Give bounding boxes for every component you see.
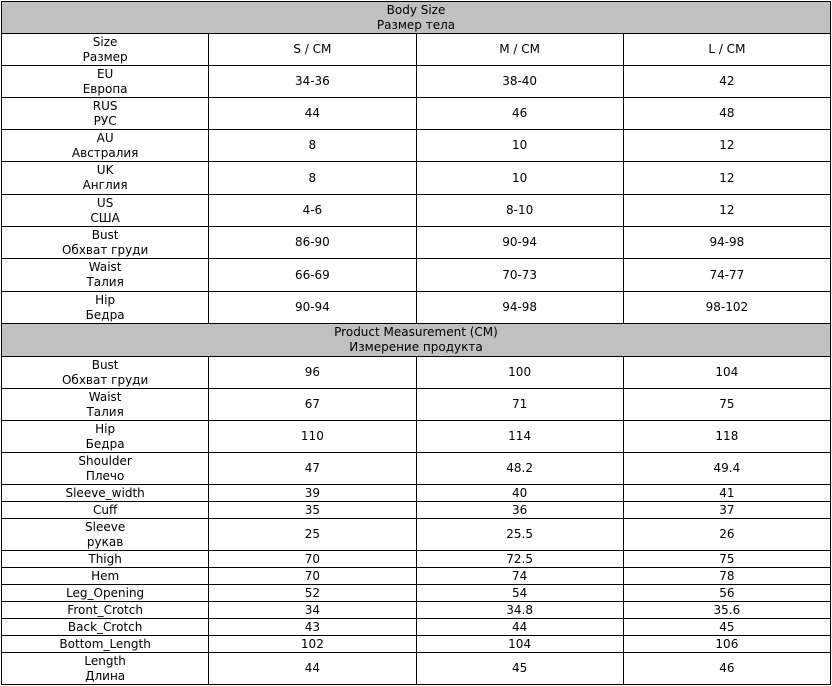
table-row <box>2 421 831 453</box>
table-row <box>2 453 831 485</box>
row-label-ru: Обхват груди <box>61 242 149 257</box>
value-cell: 34.8 <box>416 602 623 619</box>
row-label <box>2 519 209 551</box>
value-cell: 110 <box>209 421 416 453</box>
table-row <box>2 568 831 585</box>
product-title: Product Measurement (CM) <box>334 325 498 339</box>
product-title-ru: Измерение продукта <box>349 340 483 354</box>
row-label-en: UK <box>96 163 114 177</box>
table-row <box>2 519 831 551</box>
value-cell: 67 <box>209 389 416 421</box>
value-cell: 94-98 <box>623 227 830 259</box>
row-label <box>2 98 209 130</box>
row-label <box>2 568 209 585</box>
row-label <box>2 259 209 292</box>
value-cell: 74 <box>416 568 623 585</box>
row-label-ru: Талия <box>86 275 124 289</box>
row-label <box>2 453 209 485</box>
body-size-title-ru: Размер тела <box>376 17 456 32</box>
value-cell: 104 <box>416 636 623 653</box>
size-header-row <box>2 34 831 66</box>
value-cell: 48.2 <box>416 453 623 485</box>
value-cell: 46 <box>416 98 623 130</box>
value-cell: 38-40 <box>416 66 623 98</box>
row-label-en: Thigh <box>88 551 122 566</box>
value-cell: 12 <box>623 162 830 195</box>
value-cell: 40 <box>416 485 623 502</box>
row-label-en: Bottom_Length <box>59 636 151 651</box>
row-label <box>2 602 209 619</box>
row-label-ru: Англия <box>82 178 128 192</box>
value-cell: 54 <box>416 585 623 602</box>
row-label <box>2 653 209 685</box>
table-row <box>2 357 831 389</box>
table-row <box>2 162 831 195</box>
row-label-en: Back_Crotch <box>67 619 143 634</box>
row-label-ru: Австралия <box>71 145 139 160</box>
row-label-en: Length <box>84 653 126 668</box>
value-cell: 44 <box>209 653 416 685</box>
value-cell: 41 <box>623 485 830 502</box>
value-cell: 43 <box>209 619 416 636</box>
table-row <box>2 389 831 421</box>
row-label <box>2 66 209 98</box>
size-header-label-ru: Размер <box>82 49 128 64</box>
table-row <box>2 98 831 130</box>
value-cell: 12 <box>623 195 830 227</box>
row-label-ru: США <box>90 210 120 225</box>
row-label <box>2 162 209 195</box>
table-row <box>2 551 831 568</box>
row-label-ru: РУС <box>93 113 117 128</box>
row-label-en: AU <box>96 130 114 145</box>
value-cell: 74-77 <box>623 259 830 292</box>
size-chart-table <box>1 1 831 685</box>
value-cell: 34 <box>209 602 416 619</box>
value-cell: 70 <box>209 568 416 585</box>
row-label-en: Waist <box>88 260 122 274</box>
table-row <box>2 292 831 324</box>
row-label-en: Leg_Opening <box>66 585 145 600</box>
row-label <box>2 357 209 389</box>
value-cell: 10 <box>416 162 623 195</box>
value-cell: 71 <box>416 389 623 421</box>
value-cell: 25 <box>209 519 416 551</box>
size-header-label-en: Size <box>92 34 118 49</box>
row-label <box>2 227 209 259</box>
table-row <box>2 259 831 292</box>
value-cell: 37 <box>623 502 830 519</box>
body-size-title: Body Size <box>386 2 446 17</box>
row-label <box>2 485 209 502</box>
row-label-en: RUS <box>92 98 118 113</box>
value-cell: 86-90 <box>209 227 416 259</box>
value-cell: 45 <box>623 619 830 636</box>
table-row <box>2 636 831 653</box>
row-label <box>2 389 209 421</box>
row-label-en: Hip <box>95 292 116 307</box>
value-cell: 114 <box>416 421 623 453</box>
row-label-en: US <box>96 195 114 210</box>
row-label-en: Sleeve <box>85 519 126 534</box>
row-label-ru: Обхват груди <box>61 372 149 387</box>
value-cell: 66-69 <box>209 259 416 292</box>
value-cell: 4-6 <box>209 195 416 227</box>
value-cell: 8-10 <box>416 195 623 227</box>
body-size-section-header <box>2 2 831 34</box>
row-label-en: Hem <box>91 568 120 583</box>
row-label-en: Shoulder <box>78 453 132 468</box>
section-title-cell <box>2 324 831 357</box>
value-cell: 8 <box>209 162 416 195</box>
size-header-s: S / CM <box>209 34 416 66</box>
value-cell: 10 <box>416 130 623 162</box>
value-cell: 94-98 <box>416 292 623 324</box>
row-label <box>2 502 209 519</box>
value-cell: 8 <box>209 130 416 162</box>
row-label-ru: Плечо <box>85 468 125 483</box>
value-cell: 70-73 <box>416 259 623 292</box>
value-cell: 42 <box>623 66 830 98</box>
value-cell: 72.5 <box>416 551 623 568</box>
row-label-ru: рукав <box>86 534 124 549</box>
value-cell: 34-36 <box>209 66 416 98</box>
value-cell: 90-94 <box>209 292 416 324</box>
value-cell: 70 <box>209 551 416 568</box>
row-label-ru: Длина <box>85 668 126 683</box>
row-label-ru: Бедра <box>85 436 125 451</box>
table-row <box>2 602 831 619</box>
value-cell: 45 <box>416 653 623 685</box>
row-label-en: Cuff <box>92 502 118 517</box>
value-cell: 12 <box>623 130 830 162</box>
table-row <box>2 502 831 519</box>
value-cell: 75 <box>623 389 830 421</box>
value-cell: 46 <box>623 653 830 685</box>
row-label <box>2 195 209 227</box>
size-header-m: M / CM <box>416 34 623 66</box>
table-row <box>2 619 831 636</box>
value-cell: 26 <box>623 519 830 551</box>
table-row <box>2 485 831 502</box>
value-cell: 39 <box>209 485 416 502</box>
table-row <box>2 653 831 685</box>
size-chart-body <box>2 2 831 685</box>
value-cell: 52 <box>209 585 416 602</box>
table-row <box>2 585 831 602</box>
row-label-ru: Европа <box>82 81 128 96</box>
value-cell: 100 <box>416 357 623 389</box>
value-cell: 90-94 <box>416 227 623 259</box>
row-label <box>2 130 209 162</box>
row-label-en: Front_Crotch <box>67 602 143 617</box>
value-cell: 44 <box>416 619 623 636</box>
value-cell: 48 <box>623 98 830 130</box>
value-cell: 102 <box>209 636 416 653</box>
table-row <box>2 66 831 98</box>
value-cell: 44 <box>209 98 416 130</box>
row-label-en: Bust <box>91 357 119 372</box>
row-label-en: Sleeve_width <box>65 485 145 500</box>
value-cell: 47 <box>209 453 416 485</box>
value-cell: 118 <box>623 421 830 453</box>
value-cell: 56 <box>623 585 830 602</box>
value-cell: 35 <box>209 502 416 519</box>
row-label-ru: Бедра <box>85 307 125 322</box>
value-cell: 35.6 <box>623 602 830 619</box>
size-header-l: L / CM <box>623 34 830 66</box>
product-section-header <box>2 324 831 357</box>
row-label-en: Hip <box>95 421 116 436</box>
row-label <box>2 292 209 324</box>
value-cell: 104 <box>623 357 830 389</box>
row-label <box>2 619 209 636</box>
value-cell: 25.5 <box>416 519 623 551</box>
row-label-en: Bust <box>91 227 119 242</box>
row-label <box>2 636 209 653</box>
value-cell: 36 <box>416 502 623 519</box>
row-label <box>2 421 209 453</box>
value-cell: 75 <box>623 551 830 568</box>
row-label <box>2 585 209 602</box>
value-cell: 98-102 <box>623 292 830 324</box>
section-title-cell <box>2 2 831 34</box>
size-header-label <box>2 34 209 66</box>
row-label-ru: Талия <box>86 404 124 419</box>
value-cell: 49.4 <box>623 453 830 485</box>
row-label <box>2 551 209 568</box>
value-cell: 96 <box>209 357 416 389</box>
table-row <box>2 227 831 259</box>
table-row <box>2 130 831 162</box>
value-cell: 106 <box>623 636 830 653</box>
row-label-en: EU <box>96 66 114 81</box>
value-cell: 78 <box>623 568 830 585</box>
table-row <box>2 195 831 227</box>
row-label-en: Waist <box>88 389 122 404</box>
